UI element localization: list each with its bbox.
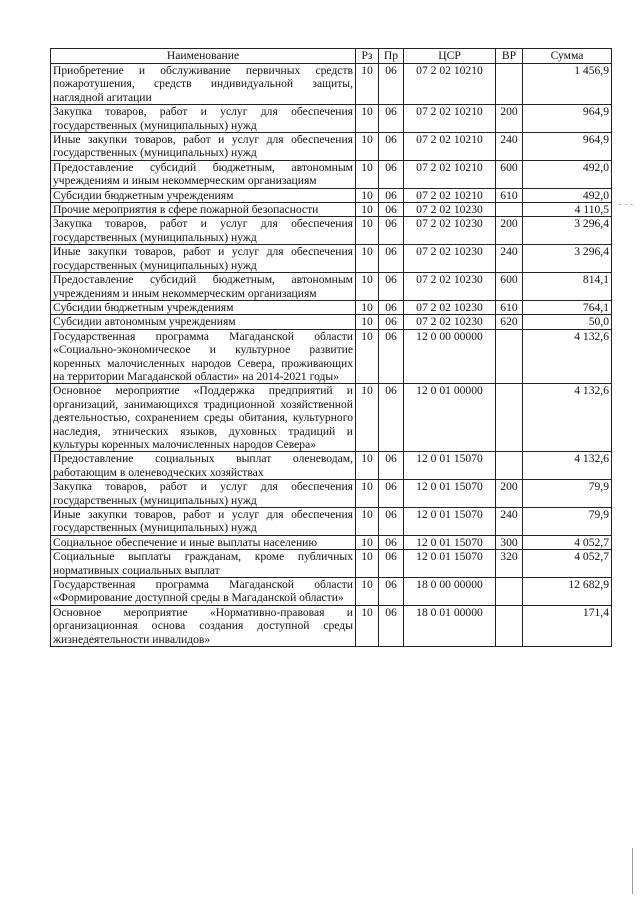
row-sum: 4 132,6 bbox=[523, 329, 612, 384]
row-vr: 240 bbox=[496, 133, 523, 161]
row-rz: 10 bbox=[356, 188, 379, 202]
row-csr: 12 0 01 15070 bbox=[404, 550, 496, 578]
row-rz: 10 bbox=[356, 578, 379, 606]
table-row bbox=[51, 605, 612, 646]
row-vr: 200 bbox=[496, 105, 523, 133]
row-rz: 10 bbox=[356, 550, 379, 578]
row-pr: 06 bbox=[379, 217, 404, 245]
header-vr: ВР bbox=[496, 49, 523, 64]
budget-table bbox=[50, 48, 612, 647]
table-row bbox=[51, 384, 612, 452]
row-name: Основное мероприятие «Нормативно-правовая и организационная основа создания доступной среды жизнедеятельности инвалидов» bbox=[51, 605, 356, 646]
row-sum: 4 052,7 bbox=[523, 550, 612, 578]
row-vr: 240 bbox=[496, 508, 523, 536]
row-csr: 07 2 02 10230 bbox=[404, 273, 496, 301]
row-csr: 07 2 02 10230 bbox=[404, 217, 496, 245]
row-csr: 07 2 02 10210 bbox=[404, 188, 496, 202]
row-sum: 814,1 bbox=[523, 273, 612, 301]
row-vr bbox=[496, 64, 523, 105]
row-pr: 06 bbox=[379, 160, 404, 188]
row-csr: 07 2 02 10210 bbox=[404, 133, 496, 161]
table-row bbox=[51, 480, 612, 508]
row-pr: 06 bbox=[379, 64, 404, 105]
table-row bbox=[51, 133, 612, 161]
row-pr: 06 bbox=[379, 273, 404, 301]
row-sum: 12 682,9 bbox=[523, 578, 612, 606]
scan-mark bbox=[619, 204, 633, 206]
row-sum: 3 296,4 bbox=[523, 245, 612, 273]
row-csr: 18 0 01 00000 bbox=[404, 605, 496, 646]
row-sum: 171,4 bbox=[523, 605, 612, 646]
table-row bbox=[51, 217, 612, 245]
row-pr: 06 bbox=[379, 508, 404, 536]
row-rz: 10 bbox=[356, 508, 379, 536]
row-sum: 4 110,5 bbox=[523, 203, 612, 217]
row-csr: 07 2 02 10230 bbox=[404, 300, 496, 314]
header-csr: ЦСР bbox=[404, 49, 496, 64]
row-pr: 06 bbox=[379, 300, 404, 314]
row-vr bbox=[496, 452, 523, 480]
row-vr bbox=[496, 384, 523, 452]
row-name: Социальное обеспечение и иные выплаты населению bbox=[51, 535, 356, 549]
row-pr: 06 bbox=[379, 105, 404, 133]
row-sum: 1 456,9 bbox=[523, 64, 612, 105]
row-name: Субсидии бюджетным учреждениям bbox=[51, 188, 356, 202]
header-sum: Сумма bbox=[523, 49, 612, 64]
table-header-row bbox=[51, 49, 612, 64]
row-name: Предоставление субсидий бюджетным, автономным учреждениям и иным некоммерческим организациям bbox=[51, 273, 356, 301]
row-name: Иные закупки товаров, работ и услуг для обеспечения государственных (муниципальных) нужд bbox=[51, 508, 356, 536]
row-pr: 06 bbox=[379, 550, 404, 578]
row-pr: 06 bbox=[379, 480, 404, 508]
row-vr: 610 bbox=[496, 188, 523, 202]
row-sum: 79,9 bbox=[523, 480, 612, 508]
row-pr: 06 bbox=[379, 203, 404, 217]
row-rz: 10 bbox=[356, 300, 379, 314]
table-row bbox=[51, 315, 612, 329]
row-name: Предоставление социальных выплат оленеводам, работающим в оленеводческих хозяйствах bbox=[51, 452, 356, 480]
row-name: Закупка товаров, работ и услуг для обеспечения государственных (муниципальных) нужд bbox=[51, 105, 356, 133]
row-csr: 12 0 01 15070 bbox=[404, 480, 496, 508]
table-row bbox=[51, 329, 612, 384]
row-rz: 10 bbox=[356, 105, 379, 133]
row-rz: 10 bbox=[356, 203, 379, 217]
row-name: Социальные выплаты гражданам, кроме публичных нормативных социальных выплат bbox=[51, 550, 356, 578]
table-row bbox=[51, 452, 612, 480]
row-csr: 12 0 01 00000 bbox=[404, 384, 496, 452]
row-vr: 200 bbox=[496, 217, 523, 245]
row-rz: 10 bbox=[356, 64, 379, 105]
table-row bbox=[51, 508, 612, 536]
row-name: Закупка товаров, работ и услуг для обеспечения государственных (муниципальных) нужд bbox=[51, 480, 356, 508]
row-pr: 06 bbox=[379, 133, 404, 161]
header-name: Наименование bbox=[51, 49, 356, 64]
row-pr: 06 bbox=[379, 384, 404, 452]
table-row bbox=[51, 535, 612, 549]
row-vr bbox=[496, 578, 523, 606]
row-rz: 10 bbox=[356, 329, 379, 384]
row-vr: 610 bbox=[496, 300, 523, 314]
row-pr: 06 bbox=[379, 605, 404, 646]
row-sum: 492,0 bbox=[523, 188, 612, 202]
row-name: Субсидии бюджетным учреждениям bbox=[51, 300, 356, 314]
row-rz: 10 bbox=[356, 133, 379, 161]
row-pr: 06 bbox=[379, 535, 404, 549]
row-csr: 12 0 01 15070 bbox=[404, 508, 496, 536]
table-row bbox=[51, 203, 612, 217]
row-sum: 964,9 bbox=[523, 133, 612, 161]
row-vr bbox=[496, 605, 523, 646]
row-vr: 600 bbox=[496, 273, 523, 301]
table-row bbox=[51, 550, 612, 578]
row-name: Закупка товаров, работ и услуг для обеспечения государственных (муниципальных) нужд bbox=[51, 217, 356, 245]
row-sum: 964,9 bbox=[523, 105, 612, 133]
row-pr: 06 bbox=[379, 245, 404, 273]
row-rz: 10 bbox=[356, 384, 379, 452]
row-name: Приобретение и обслуживание первичных средств пожаротушения, средств индивидуальной защиты, наглядной агитации bbox=[51, 64, 356, 105]
row-name: Предоставление субсидий бюджетным, автономным учреждениям и иным некоммерческим организациям bbox=[51, 160, 356, 188]
scan-margin-line bbox=[632, 848, 633, 894]
row-csr: 12 0 01 15070 bbox=[404, 452, 496, 480]
row-name: Государственная программа Магаданской области «Формирование доступной среды в Магаданской области» bbox=[51, 578, 356, 606]
row-pr: 06 bbox=[379, 329, 404, 384]
row-csr: 07 2 02 10230 bbox=[404, 203, 496, 217]
row-vr: 240 bbox=[496, 245, 523, 273]
row-rz: 10 bbox=[356, 535, 379, 549]
header-pr: Пр bbox=[379, 49, 404, 64]
row-sum: 764,1 bbox=[523, 300, 612, 314]
row-pr: 06 bbox=[379, 315, 404, 329]
row-csr: 12 0 00 00000 bbox=[404, 329, 496, 384]
row-csr: 07 2 02 10230 bbox=[404, 315, 496, 329]
row-name: Иные закупки товаров, работ и услуг для обеспечения государственных (муниципальных) нужд bbox=[51, 133, 356, 161]
row-vr bbox=[496, 203, 523, 217]
table-row bbox=[51, 105, 612, 133]
row-csr: 07 2 02 10210 bbox=[404, 160, 496, 188]
table-row bbox=[51, 160, 612, 188]
row-pr: 06 bbox=[379, 188, 404, 202]
header-rz: Рз bbox=[356, 49, 379, 64]
row-rz: 10 bbox=[356, 273, 379, 301]
row-name: Основное мероприятие «Поддержка предприятий и организаций, занимающихся традиционной хозяйственной деятельностью, сохранением среды обитания, культурного наследия, этнических языков, духовных традиций и культуры коренных малочисленных народов Севера» bbox=[51, 384, 356, 452]
row-pr: 06 bbox=[379, 452, 404, 480]
table-row bbox=[51, 273, 612, 301]
row-vr: 320 bbox=[496, 550, 523, 578]
table-row bbox=[51, 64, 612, 105]
row-csr: 07 2 02 10210 bbox=[404, 105, 496, 133]
row-sum: 3 296,4 bbox=[523, 217, 612, 245]
row-csr: 18 0 00 00000 bbox=[404, 578, 496, 606]
row-vr: 620 bbox=[496, 315, 523, 329]
row-csr: 07 2 02 10230 bbox=[404, 245, 496, 273]
row-name: Иные закупки товаров, работ и услуг для обеспечения государственных (муниципальных) нужд bbox=[51, 245, 356, 273]
row-rz: 10 bbox=[356, 480, 379, 508]
row-sum: 492,0 bbox=[523, 160, 612, 188]
table-row bbox=[51, 245, 612, 273]
row-vr: 300 bbox=[496, 535, 523, 549]
row-name: Прочие мероприятия в сфере пожарной безопасности bbox=[51, 203, 356, 217]
row-rz: 10 bbox=[356, 315, 379, 329]
row-vr: 200 bbox=[496, 480, 523, 508]
row-sum: 50,0 bbox=[523, 315, 612, 329]
row-rz: 10 bbox=[356, 217, 379, 245]
row-name: Государственная программа Магаданской области «Социально-экономическое и культурное развитие коренных малочисленных народов Севера, проживающих на территории Магаданской области» на 2014-2021 годы» bbox=[51, 329, 356, 384]
row-vr: 600 bbox=[496, 160, 523, 188]
row-vr bbox=[496, 329, 523, 384]
row-sum: 79,9 bbox=[523, 508, 612, 536]
row-name: Субсидии автономным учреждениям bbox=[51, 315, 356, 329]
row-csr: 12 0 01 15070 bbox=[404, 535, 496, 549]
table-row bbox=[51, 578, 612, 606]
row-rz: 10 bbox=[356, 245, 379, 273]
table-row bbox=[51, 188, 612, 202]
table-row bbox=[51, 300, 612, 314]
row-sum: 4 132,6 bbox=[523, 384, 612, 452]
row-rz: 10 bbox=[356, 452, 379, 480]
row-rz: 10 bbox=[356, 605, 379, 646]
row-sum: 4 052,7 bbox=[523, 535, 612, 549]
row-sum: 4 132,6 bbox=[523, 452, 612, 480]
row-pr: 06 bbox=[379, 578, 404, 606]
row-rz: 10 bbox=[356, 160, 379, 188]
row-csr: 07 2 02 10210 bbox=[404, 64, 496, 105]
